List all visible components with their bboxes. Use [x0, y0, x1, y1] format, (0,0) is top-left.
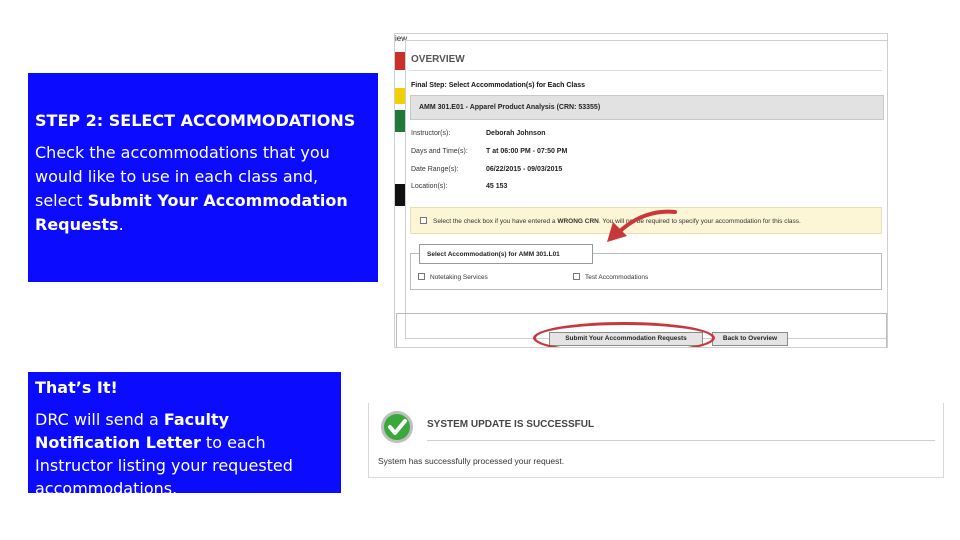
course-title: AMM 301.E01 - Apparel Product Analysis (CRN: 53355)	[419, 104, 601, 111]
thats-it-title: That’s It!	[35, 378, 118, 397]
success-title: SYSTEM UPDATE IS SUCCESSFUL	[427, 419, 595, 430]
wrong-crn-checkbox[interactable]	[420, 217, 427, 224]
success-message: System has successfully processed your request.	[378, 456, 565, 466]
step2-body-end: .	[118, 215, 124, 234]
accommodation-form-screenshot	[394, 33, 888, 348]
test-accommodations-label[interactable]: Test Accommodations	[585, 274, 649, 281]
highlight-oval	[533, 322, 715, 348]
notetaking-label[interactable]: Notetaking Services	[430, 274, 488, 281]
wrong-crn-text-bold: WRONG CRN	[557, 218, 599, 225]
red-arrow-icon	[601, 208, 681, 248]
system-update-success-screenshot	[368, 403, 944, 478]
instructor-label: Instructor(s):	[411, 130, 451, 137]
final-step-label: Final Step: Select Accommodation(s) for Each Class	[411, 82, 586, 89]
thats-it-body-bold: Faculty Notification Letter	[35, 410, 230, 452]
green-checkmark-icon	[380, 410, 414, 444]
course-header-bar	[410, 95, 884, 120]
thats-it-body-end: to each Instructor listing your requested accommodations.	[35, 433, 293, 498]
instructor-value: Deborah Johnson	[486, 130, 546, 137]
select-accommodation-legend-box	[419, 244, 593, 264]
view-tab-label[interactable]: iew	[395, 34, 408, 43]
success-divider	[427, 440, 935, 441]
days-time-value: T at 06:00 PM - 07:50 PM	[486, 148, 568, 155]
step2-body-bold: Submit Your Accommodation Requests	[35, 191, 348, 234]
back-to-overview-button[interactable]: Back to Overview	[712, 332, 788, 346]
notetaking-checkbox[interactable]	[418, 273, 425, 280]
date-range-label: Date Range(s):	[411, 166, 459, 173]
location-label: Location(s):	[411, 183, 448, 190]
date-range-value: 06/22/2015 - 09/03/2015	[486, 166, 563, 173]
step2-body-text: Check the accommodations that you would like to use in each class and, select	[35, 143, 330, 210]
step2-title: STEP 2: SELECT ACCOMMODATIONS	[35, 111, 356, 130]
wrong-crn-text-post: . You will not be required to specify your accommodation for this class.	[598, 218, 801, 225]
overview-header: OVERVIEW	[411, 54, 465, 65]
thats-it-box	[28, 372, 341, 498]
location-value: 45 153	[486, 183, 508, 190]
days-time-label: Days and Time(s):	[411, 148, 468, 155]
submit-accommodation-requests-button[interactable]: Submit Your Accommodation Requests	[549, 332, 703, 346]
test-accommodations-checkbox[interactable]	[573, 273, 580, 280]
step2-instruction-box	[28, 73, 378, 282]
header-divider	[409, 70, 882, 71]
thats-it-body-text: DRC will send a	[35, 410, 164, 429]
select-accommodation-legend: Select Accommodation(s) for AMM 301.L01	[427, 251, 560, 258]
step2-body	[35, 141, 370, 237]
thats-it-body	[35, 408, 333, 500]
wrong-crn-text-pre: Select the check box if you have entered a	[433, 218, 558, 225]
